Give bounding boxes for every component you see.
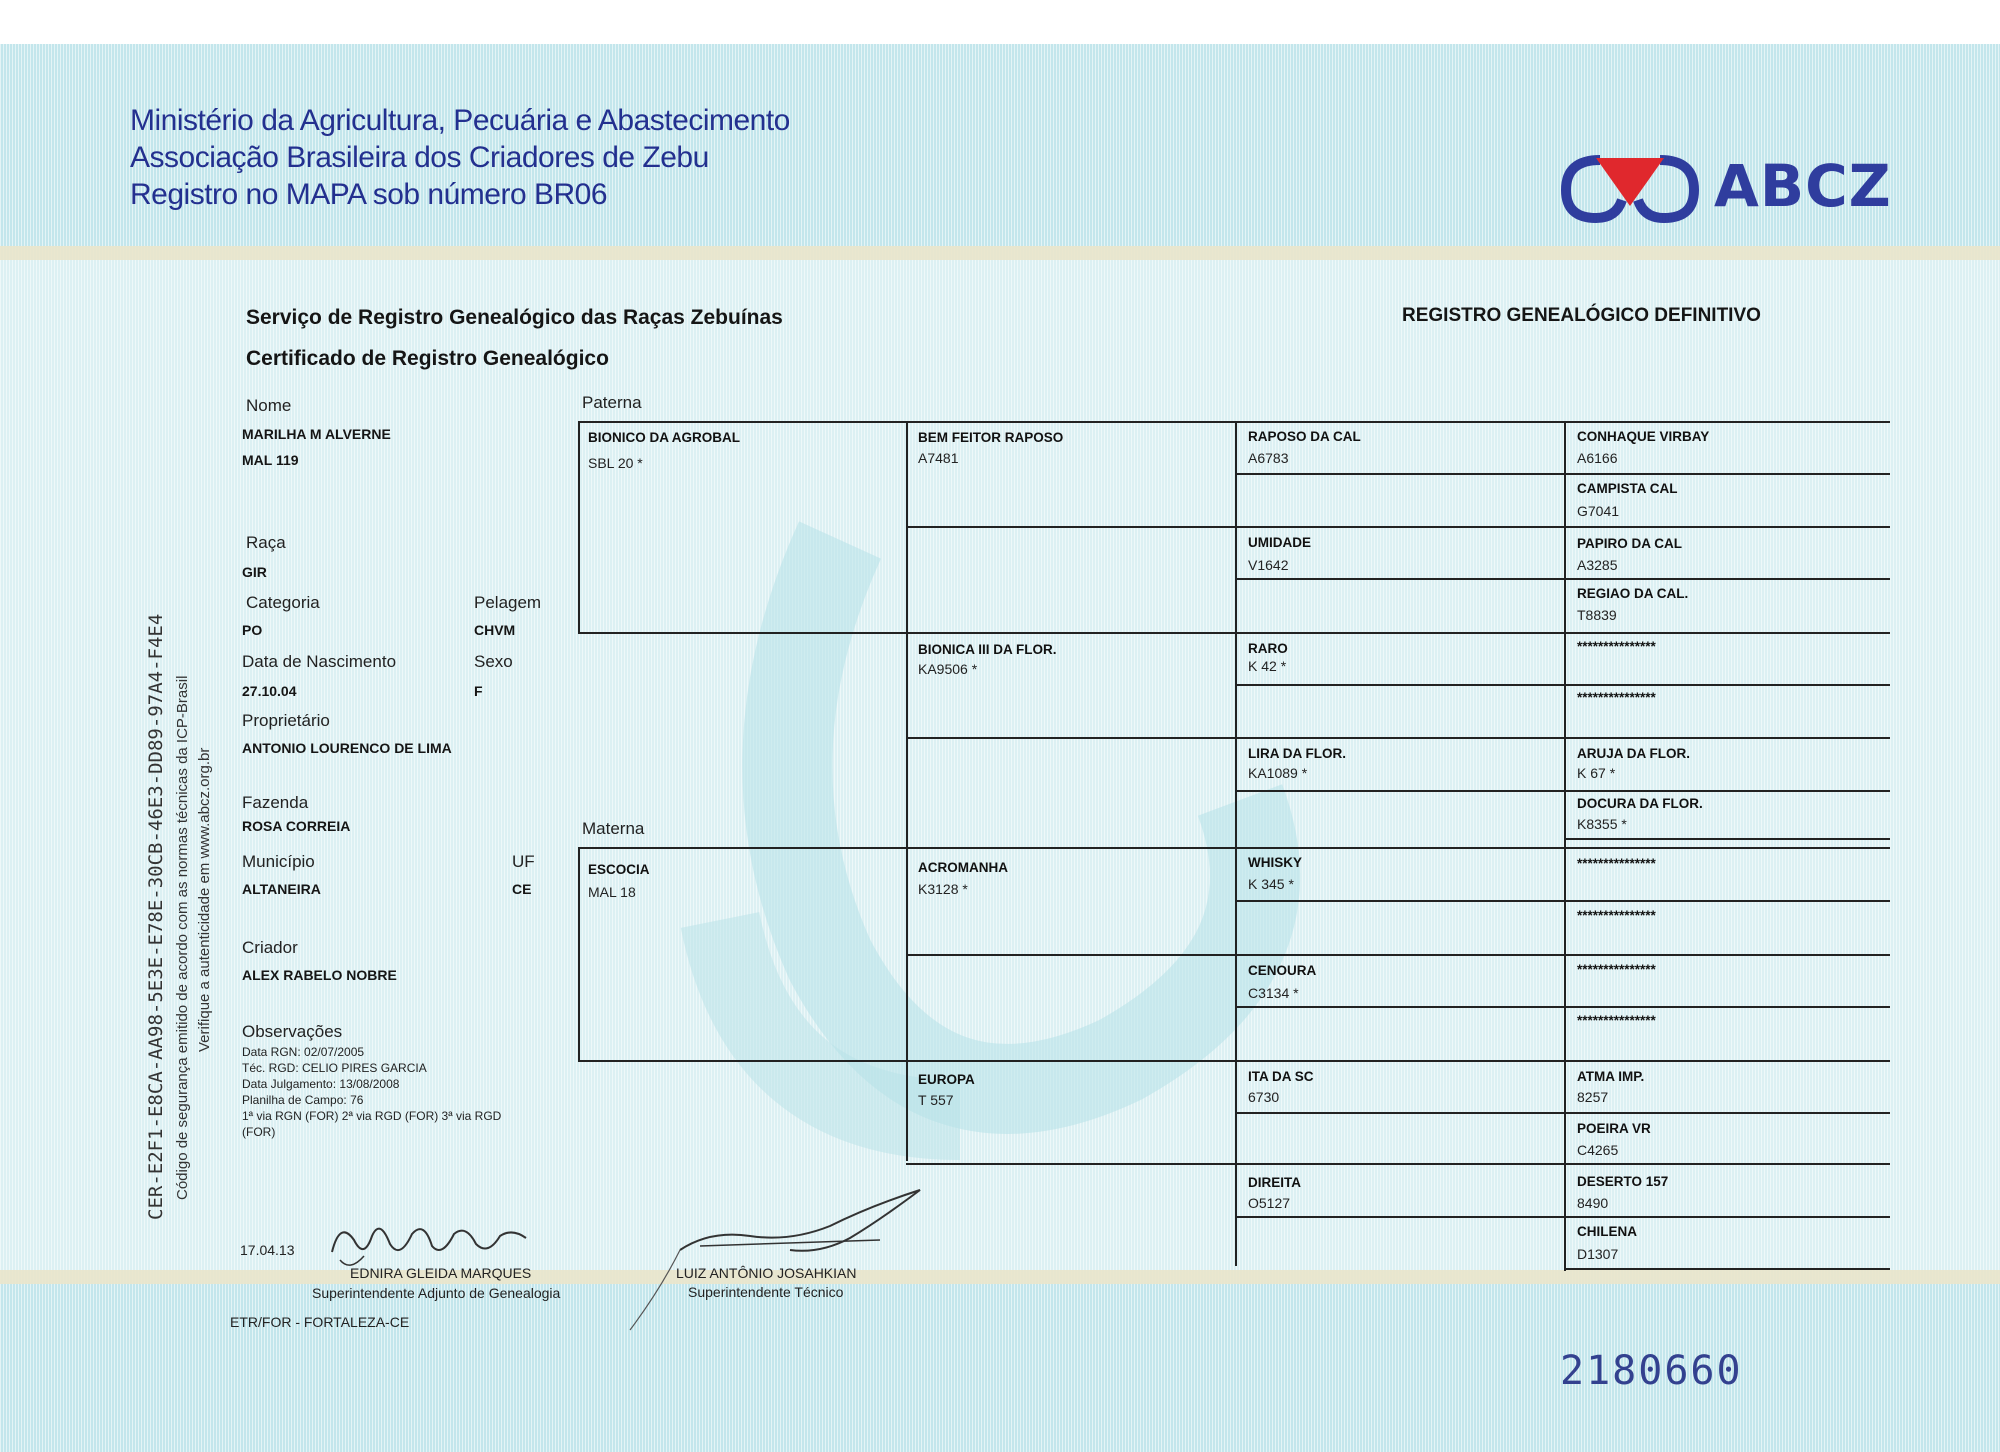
ancestor-name: DESERTO 157	[1577, 1174, 1669, 1189]
ancestor-registration: K8355 *	[1577, 816, 1627, 832]
ancestor-name: ATMA IMP.	[1577, 1069, 1645, 1084]
abcz-logo-icon	[1560, 148, 1700, 224]
ancestor-name: POEIRA VR	[1577, 1121, 1651, 1136]
ancestor-registration: 8257	[1577, 1089, 1609, 1105]
grandparent-name: ACROMANHA	[918, 860, 1008, 875]
grandparent-registration: K3128 *	[918, 881, 968, 897]
ancestor-name: ***************	[1577, 639, 1656, 654]
great-grandparent-name: LIRA DA FLOR.	[1248, 746, 1346, 761]
ancestor-name: CAMPISTA CAL	[1577, 481, 1678, 496]
signatory-2-name: LUIZ ANTÔNIO JOSAHKIAN	[676, 1265, 857, 1281]
proprietario-label: Proprietário	[242, 711, 330, 730]
issue-date: 17.04.13	[240, 1242, 295, 1258]
paterna-label: Paterna	[582, 393, 642, 412]
sire-registration: SBL 20 *	[588, 455, 643, 471]
materna-label: Materna	[582, 819, 645, 838]
categoria-label: Categoria	[246, 593, 320, 612]
uf-value: CE	[512, 881, 532, 897]
security-note: Código de segurança emitido de acordo com as normas técnicas da ICP-Brasil	[174, 675, 191, 1200]
great-grandparent-registration: O5127	[1248, 1195, 1291, 1211]
grandparent-name: BIONICA III DA FLOR.	[918, 642, 1057, 657]
grandparent-registration: T 557	[918, 1092, 954, 1108]
ancestor-registration: A3285	[1577, 557, 1618, 573]
observacao-line: (FOR)	[242, 1125, 276, 1139]
criador-value: ALEX RABELO NOBRE	[242, 967, 397, 983]
ministry-title: Ministério da Agricultura, Pecuária e Abastecimento	[130, 104, 790, 137]
signatory-1-name: EDNIRA GLEIDA MARQUES	[350, 1265, 532, 1281]
signatory-2-title: Superintendente Técnico	[688, 1284, 844, 1300]
abcz-logo	[1560, 148, 1892, 224]
great-grandparent-registration: 6730	[1248, 1089, 1280, 1105]
great-grandparent-name: ITA DA SC	[1248, 1069, 1314, 1084]
pelagem-value: CHVM	[474, 622, 516, 638]
great-grandparent-name: WHISKY	[1248, 855, 1302, 870]
issuing-office: ETR/FOR - FORTALEZA-CE	[230, 1314, 410, 1330]
certificate-title: Certificado de Registro Genealógico	[246, 347, 609, 370]
proprietario-value: ANTONIO LOURENCO DE LIMA	[242, 740, 452, 756]
grandparent-name: BEM FEITOR RAPOSO	[918, 430, 1064, 445]
fazenda-label: Fazenda	[242, 793, 309, 812]
ancestor-registration: A6166	[1577, 450, 1618, 466]
great-grandparent-registration: C3134 *	[1248, 985, 1299, 1001]
uf-label: UF	[512, 852, 535, 871]
dam-registration: MAL 18	[588, 884, 636, 900]
ancestor-name: PAPIRO DA CAL	[1577, 536, 1683, 551]
municipio-label: Município	[242, 852, 315, 871]
ancestor-registration: G7041	[1577, 503, 1620, 519]
observacao-line: Data Julgamento: 13/08/2008	[242, 1077, 400, 1091]
criador-label: Criador	[242, 938, 298, 957]
municipio-value: ALTANEIRA	[242, 881, 321, 897]
dam-name: ESCOCIA	[588, 862, 650, 877]
great-grandparent-registration: K 345 *	[1248, 876, 1294, 892]
great-grandparent-registration: K 42 *	[1248, 658, 1287, 674]
observacoes-label: Observações	[242, 1022, 343, 1041]
ancestor-registration: D1307	[1577, 1246, 1619, 1262]
decorative-band-bottom	[0, 1270, 2000, 1284]
animal-name: MARILHA M ALVERNE	[242, 426, 391, 442]
authenticity-note: Verifique a autenticidade em www.abcz.org.br	[196, 747, 213, 1052]
ancestor-name: ARUJA DA FLOR.	[1577, 746, 1690, 761]
great-grandparent-name: CENOURA	[1248, 963, 1317, 978]
nascimento-value: 27.10.04	[242, 683, 297, 699]
great-grandparent-name: DIREITA	[1248, 1175, 1301, 1190]
mapa-registration: Registro no MAPA sob número BR06	[130, 178, 608, 211]
grandparent-registration: A7481	[918, 450, 959, 466]
ancestor-registration: 8490	[1577, 1195, 1609, 1211]
certificate-serial-number: 2180660	[1560, 1348, 1743, 1394]
observacao-line: Téc. RGD: CELIO PIRES GARCIA	[242, 1061, 427, 1075]
ancestor-name: DOCURA DA FLOR.	[1577, 796, 1703, 811]
fazenda-value: ROSA CORREIA	[242, 818, 351, 834]
ancestor-name: CHILENA	[1577, 1224, 1637, 1239]
abcz-logo-text: ABCZ	[1714, 152, 1892, 220]
observacao-line: Data RGN: 02/07/2005	[242, 1045, 365, 1059]
observacao-line: Planilha de Campo: 76	[242, 1093, 364, 1107]
great-grandparent-name: RAPOSO DA CAL	[1248, 429, 1361, 444]
nome-label: Nome	[246, 396, 292, 415]
sexo-label: Sexo	[474, 652, 513, 671]
signatory-1-title: Superintendente Adjunto de Genealogia	[312, 1285, 561, 1301]
ancestor-name: ***************	[1577, 856, 1656, 871]
animal-registration: MAL 119	[242, 452, 299, 468]
service-title: Serviço de Registro Genealógico das Raças Zebuínas	[246, 306, 783, 329]
definitive-title: REGISTRO GENEALÓGICO DEFINITIVO	[1402, 305, 1761, 326]
ancestor-name: ***************	[1577, 962, 1656, 977]
categoria-value: PO	[242, 622, 263, 638]
sexo-value: F	[474, 683, 483, 699]
great-grandparent-name: UMIDADE	[1248, 535, 1311, 550]
pelagem-label: Pelagem	[474, 593, 542, 612]
ancestor-registration: K 67 *	[1577, 765, 1616, 781]
ancestor-name: REGIAO DA CAL.	[1577, 586, 1689, 601]
raca-value: GIR	[242, 564, 267, 580]
ancestor-registration: C4265	[1577, 1142, 1619, 1158]
ancestor-name: ***************	[1577, 1013, 1656, 1028]
great-grandparent-name: RARO	[1248, 641, 1288, 656]
grandparent-registration: KA9506 *	[918, 661, 978, 677]
nascimento-label: Data de Nascimento	[242, 652, 397, 671]
great-grandparent-registration: KA1089 *	[1248, 765, 1308, 781]
great-grandparent-registration: V1642	[1248, 557, 1289, 573]
ancestor-registration: T8839	[1577, 607, 1617, 623]
raca-label: Raça	[246, 533, 286, 552]
grandparent-name: EUROPA	[918, 1072, 975, 1087]
sire-name: BIONICO DA AGROBAL	[588, 430, 740, 445]
security-code: CER-E2F1-E8CA-AA98-5E3E-E78E-30CB-46E3-DD89-97A4-F4E4	[145, 613, 167, 1220]
signature-icon	[620, 1180, 940, 1340]
decorative-band-top	[0, 246, 2000, 260]
association-title: Associação Brasileira dos Criadores de Zebu	[130, 141, 709, 174]
ancestor-name: ***************	[1577, 690, 1656, 705]
ancestor-name: ***************	[1577, 908, 1656, 923]
ancestor-name: CONHAQUE VIRBAY	[1577, 429, 1710, 444]
great-grandparent-registration: A6783	[1248, 450, 1289, 466]
observacao-line: 1ª via RGN (FOR) 2ª via RGD (FOR) 3ª via RGD	[242, 1109, 502, 1123]
